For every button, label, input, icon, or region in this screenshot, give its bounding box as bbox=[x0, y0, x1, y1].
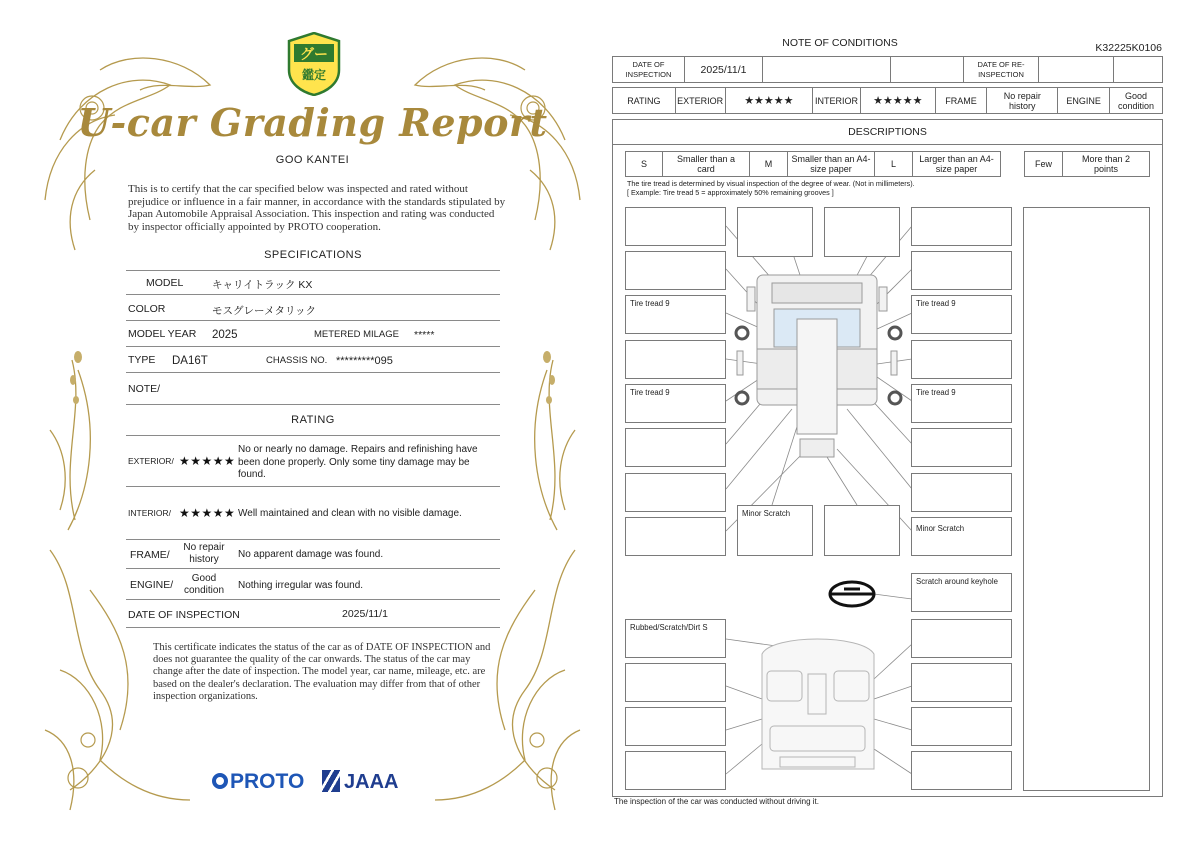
note-label: NOTE/ bbox=[128, 383, 161, 395]
note-box bbox=[625, 428, 726, 467]
exterior-description: No or nearly no damage. Repairs and refinishing have been done properly. Only some tiny damage may be found. bbox=[238, 444, 478, 480]
interior-label: INTERIOR/ bbox=[128, 508, 171, 518]
svg-text:鑑定: 鑑定 bbox=[301, 68, 327, 82]
legend-text-l: Larger than an A4-size paper bbox=[919, 154, 994, 174]
note-box bbox=[625, 663, 726, 702]
note-box-minor-scratch: Minor Scratch bbox=[737, 505, 813, 556]
model-row bbox=[126, 270, 500, 295]
date-of-reinspection-label: DATE OF RE-INSPECTION bbox=[964, 57, 1039, 82]
certificate-intro: This is to certify that the car specified below was inspected and rated without prejudice or influence in a fair manner, in accordance with the standards stipulated by Japan Automobile Appraisal Association. This inspection and rating was conducted by inspector officially appointed by PROTO cooperation. bbox=[128, 183, 506, 233]
note-box-tire-rl: Tire tread 9 bbox=[625, 384, 726, 423]
color-row bbox=[126, 295, 500, 321]
note-box bbox=[625, 207, 726, 246]
note-box bbox=[911, 663, 1012, 702]
empty-cell bbox=[763, 57, 891, 82]
engine-label: ENGINE/ bbox=[130, 579, 174, 591]
frame-description: No apparent damage was found. bbox=[238, 549, 384, 560]
date-value: 2025/11/1 bbox=[342, 608, 388, 620]
engine-value: Good condition bbox=[183, 573, 225, 596]
date-row bbox=[126, 600, 500, 628]
note-row bbox=[126, 373, 500, 405]
note-box bbox=[625, 707, 726, 746]
report-title: U-car Grading Report bbox=[77, 100, 548, 145]
exterior-stars: ★★★★★ bbox=[179, 454, 236, 468]
model-year-row bbox=[126, 321, 500, 347]
rating-table bbox=[612, 87, 1163, 114]
exterior-label: EXTERIOR bbox=[676, 88, 726, 113]
rating-label: RATING bbox=[613, 88, 676, 113]
model-value: キャリイトラック KX bbox=[212, 279, 313, 291]
note-box-minor-scratch: Minor Scratch bbox=[911, 517, 1012, 556]
interior-description: Well maintained and clean with no visible damage. bbox=[238, 508, 462, 519]
date-of-reinspection-value bbox=[1039, 57, 1114, 82]
empty-cell bbox=[1114, 57, 1162, 82]
note-box-tire-rr: Tire tread 9 bbox=[911, 384, 1012, 423]
note-box bbox=[824, 207, 900, 257]
report-subtitle: GOO KANTEI bbox=[275, 154, 350, 166]
frame-label: FRAME bbox=[936, 88, 988, 113]
note-box-tire-fl: Tire tread 9 bbox=[625, 295, 726, 334]
note-box bbox=[824, 505, 900, 556]
inspection-dates-table bbox=[612, 56, 1163, 83]
legend-text-s: Smaller than a card bbox=[663, 152, 750, 176]
note-box bbox=[911, 619, 1012, 658]
engine-description: Nothing irregular was found. bbox=[238, 580, 364, 591]
interior-label: INTERIOR bbox=[813, 88, 861, 113]
type-value: DA16T bbox=[172, 355, 208, 367]
frame-value: No repair history bbox=[183, 542, 225, 565]
model-year-label: MODEL YEAR bbox=[128, 328, 197, 340]
tread-note: The tire tread is determined by visual inspection of the degree of wear. (Not in millimeters). [ Example: Tire tread 5 = approximately 50% remaining grooves ] bbox=[627, 179, 915, 197]
empty-cell bbox=[891, 57, 964, 82]
note-box bbox=[625, 251, 726, 290]
note-box bbox=[911, 751, 1012, 790]
note-box bbox=[911, 707, 1012, 746]
few-label: Few bbox=[1025, 152, 1063, 176]
frame-value: No repair history bbox=[987, 88, 1058, 113]
engine-value: Good condition bbox=[1117, 90, 1154, 111]
exterior-row bbox=[126, 435, 500, 487]
notes-title: NOTE OF CONDITIONS bbox=[782, 37, 898, 49]
color-value: モスグレーメタリック bbox=[212, 305, 317, 317]
svg-text:グー: グー bbox=[300, 47, 328, 63]
few-legend bbox=[1024, 151, 1150, 177]
report-id: K32225K0106 bbox=[1095, 42, 1162, 54]
interior-row bbox=[126, 487, 500, 540]
note-box bbox=[625, 751, 726, 790]
note-box bbox=[625, 473, 726, 512]
notes-footer: The inspection of the car was conducted without driving it. bbox=[614, 797, 819, 806]
note-box bbox=[911, 251, 1012, 290]
frame-label: FRAME/ bbox=[130, 549, 170, 561]
frame-row bbox=[126, 540, 500, 569]
note-box bbox=[625, 340, 726, 379]
legend-key-s: S bbox=[626, 152, 663, 176]
color-label: COLOR bbox=[128, 303, 166, 315]
exterior-label: EXTERIOR/ bbox=[128, 456, 174, 466]
note-box-rubbed: Rubbed/Scratch/Dirt S bbox=[625, 619, 726, 658]
note-box bbox=[911, 207, 1012, 246]
certificate-footer: This certificate indicates the status of the car as of DATE OF INSPECTION and does not guarantee the quality of the car onwards. The status of the car may change after the date of inspection. The model year, car name, mileage, etc. are based on the dealer's declaration. The evaluation may differ from that of other inspection organizations. bbox=[153, 642, 491, 702]
model-year-value: 2025 bbox=[212, 329, 238, 341]
legend-key-m: M bbox=[750, 152, 788, 176]
model-label: MODEL bbox=[146, 277, 184, 289]
date-of-inspection-value: 2025/11/1 bbox=[685, 57, 763, 82]
type-row bbox=[126, 347, 500, 373]
descriptions-heading: DESCRIPTIONS bbox=[612, 119, 1163, 145]
note-box bbox=[911, 473, 1012, 512]
mileage-value: ***** bbox=[414, 329, 435, 341]
note-box-tire-fr: Tire tread 9 bbox=[911, 295, 1012, 334]
note-box bbox=[911, 340, 1012, 379]
jaaa-logo: JAAA bbox=[322, 770, 398, 794]
note-box bbox=[911, 428, 1012, 467]
legend-key-l: L bbox=[875, 152, 913, 176]
date-label: DATE OF INSPECTION bbox=[128, 609, 240, 621]
date-of-inspection-label: DATE OF INSPECTION bbox=[613, 57, 685, 82]
engine-label: ENGINE bbox=[1058, 88, 1110, 113]
exterior-stars: ★★★★★ bbox=[726, 88, 814, 113]
rating-heading: RATING bbox=[291, 414, 335, 426]
note-box-keyhole: Scratch around keyhole bbox=[911, 573, 1012, 612]
size-legend bbox=[625, 151, 1001, 177]
additional-notes-column bbox=[1023, 207, 1150, 791]
proto-logo: PROTO bbox=[212, 770, 304, 794]
chassis-value: *********095 bbox=[336, 355, 393, 367]
note-box bbox=[737, 207, 813, 257]
note-box bbox=[625, 517, 726, 556]
engine-row bbox=[126, 569, 500, 600]
interior-stars: ★★★★★ bbox=[861, 88, 936, 113]
type-label: TYPE bbox=[128, 354, 156, 366]
few-text: More than 2 points bbox=[1081, 154, 1131, 174]
mileage-label: METERED MILAGE bbox=[314, 329, 399, 340]
interior-stars: ★★★★★ bbox=[179, 506, 236, 520]
chassis-label: CHASSIS NO. bbox=[266, 355, 328, 366]
specifications-heading: SPECIFICATIONS bbox=[264, 249, 362, 261]
legend-text-m: Smaller than an A4-size paper bbox=[788, 152, 875, 176]
grading-certificate bbox=[40, 30, 585, 820]
goo-kantei-logo bbox=[286, 32, 342, 96]
